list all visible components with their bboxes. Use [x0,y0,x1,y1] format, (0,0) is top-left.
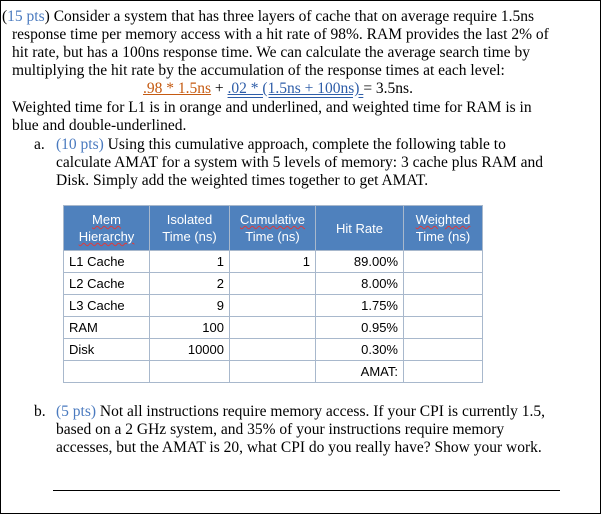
level-cell: L1 Cache [64,251,150,273]
cumulative-cell[interactable] [230,339,316,361]
hit-rate-cell: 89.00% [316,251,404,273]
part-b-line-2: based on a 2 GHz system, and 35% of your instructions require memory [56,421,505,438]
l1-weighted-term: .98 * 1.5ns [143,80,212,97]
weighted-cell[interactable] [404,295,483,317]
header-isolated-time: Isolated Time (ns) [150,206,230,251]
level-cell: L2 Cache [64,273,150,295]
part-a-line-3: Disk. Simply add the weighted times together to get AMAT. [56,172,429,189]
level-cell: Disk [64,339,150,361]
table-row [64,251,483,273]
table-row [64,339,483,361]
part-a-line-2: calculate AMAT for a system with 5 levels of memory: 3 cache plus RAM and [56,154,543,171]
header-hit-rate: Hit Rate [316,206,404,251]
weighted-cell[interactable] [404,251,483,273]
header-cumulative-time: Cumulative Time (ns) [230,206,316,251]
amat-value-cell[interactable] [404,361,483,383]
table-row [64,317,483,339]
level-cell: L3 Cache [64,295,150,317]
empty-cell [150,361,230,383]
part-a-line-1: (10 pts) Using this cumulative approach, complete the following table to [56,136,506,153]
table-header-row [64,206,483,251]
part-b-line-1: (5 pts) Not all instructions require memory access. If your CPI is currently 1.5, [56,403,546,420]
isolated-cell: 100 [150,317,230,339]
part-a-points: (10 pts) [56,136,104,153]
hit-rate-cell: 0.95% [316,317,404,339]
intro-line-1: (15 pts) Consider a system that has three layers of cache that on average require 1.5ns [2,8,535,25]
weighted-cell[interactable] [404,317,483,339]
intro-line-6: blue and double-underlined. [12,117,187,134]
answer-line[interactable] [53,490,560,491]
intro-line-2: response time per memory access with a hit rate of 98%. RAM provides the last 2% of [12,26,549,43]
isolated-cell: 10000 [150,339,230,361]
header-mem-hierarchy: Mem Hierarchy [64,206,150,251]
amat-table [63,205,483,383]
amat-equation: .98 * 1.5ns + .02 * (1.5ns + 100ns) = 3.5ns. [143,80,413,97]
part-b-line-3: accesses, but the AMAT is 20, what CPI do you really have? Show your work. [56,439,542,456]
hit-rate-cell: 8.00% [316,273,404,295]
amat-label: AMAT: [316,361,404,383]
intro-line-5: Weighted time for L1 is in orange and underlined, and weighted time for RAM is in [12,99,532,116]
level-cell: RAM [64,317,150,339]
cumulative-cell[interactable] [230,317,316,339]
part-b-points: (5 pts) [56,403,97,420]
isolated-cell: 2 [150,273,230,295]
empty-cell [230,361,316,383]
table-row [64,273,483,295]
table-row [64,295,483,317]
intro-points: 15 pts [7,8,45,25]
hit-rate-cell: 0.30% [316,339,404,361]
cumulative-cell[interactable] [230,295,316,317]
header-weighted-time: Weighted Time (ns) [404,206,483,251]
isolated-cell: 9 [150,295,230,317]
intro-line-3: hit rate, but has a 100ns response time. We can calculate the average search time by [12,44,530,61]
part-a-marker: a. [34,136,45,153]
amat-row [64,361,483,383]
cumulative-cell[interactable] [230,273,316,295]
isolated-cell: 1 [150,251,230,273]
part-b-marker: b. [34,403,46,420]
cumulative-cell[interactable]: 1 [230,251,316,273]
hit-rate-cell: 1.75% [316,295,404,317]
weighted-cell[interactable] [404,273,483,295]
ram-weighted-term: .02 * (1.5ns + 100ns) [227,80,364,97]
intro-line-4: multiplying the hit rate by the accumulation of the response times at each level: [12,62,505,79]
empty-cell [64,361,150,383]
weighted-cell[interactable] [404,339,483,361]
